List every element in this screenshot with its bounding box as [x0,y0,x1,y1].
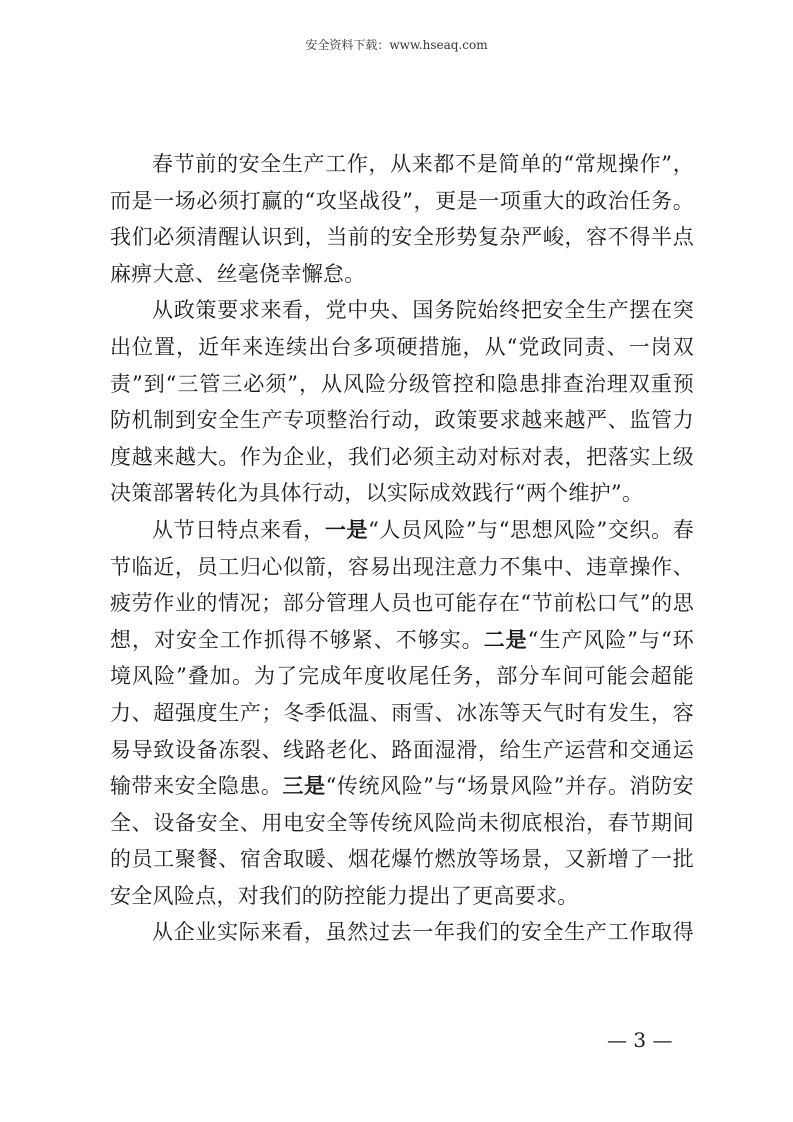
paragraph-3-intro: 从节日特点来看， [152,517,325,542]
point-two-label: 二是 [483,626,528,652]
page-header: 安全资料下载：www.hseaq.com [305,38,488,52]
page-number: — 3 — [607,1028,673,1052]
paragraph-2: 从政策要求来看，党中央、国务院始终把安全生产摆在突出位置，近年来连续出台多项硬措施，从“党政同责、一岗双责”到“三管三必须”，从风险分级管控和隐患排查治理双重预防机制到安全生产专项整治行动，政策要求越来越严、监管力度越来越大。作为企业，我们必须主动对标对表，把落实上级决策部署转化为具体行动，以实际成效践行“两个维护”。 [110,298,694,506]
point-two-text: “生产风险”与“环境风险”叠加。为了完成年度收尾任务，部分车间可能会超能力、超强度生产；冬季低温、雨雪、冰冻等天气时有发生，容易导致设备冻裂、线路老化、路面湿滑，给生产运营和交通运输带来安全隐患。 [110,627,694,799]
document-body [110,146,694,951]
paragraph-3 [110,512,694,915]
point-one-text: “人员风险”与“思想风险”交织。春节临近，员工归心似箭，容易出现注意力不集中、违章操作、疲劳作业的情况；部分管理人员也可能存在“节前松口气”的思想，对安全工作抓得不够紧、不够实。 [110,517,694,652]
point-three-label: 三是 [282,773,326,799]
paragraph-4: 从企业实际来看，虽然过去一年我们的安全生产工作取得 [152,920,694,945]
point-three-text: “传统风险”与“场景风险”并存。消防安全、设备安全、用电安全等传统风险尚未彻底根治，春节期间的员工聚餐、宿舍取暖、烟花爆竹燃放等场景，又新增了一批安全风险点，对我们的防控能力提出了更高要求。 [110,774,694,908]
paragraph-1: 春节前的安全生产工作，从来都不是简单的“常规操作”，而是一场必须打赢的“攻坚战役”，更是一项重大的政治任务。我们必须清醒认识到，当前的安全形势复杂严峻，容不得半点麻痹大意、丝毫侥幸懈怠。 [110,152,694,286]
point-one-label: 一是 [324,516,369,542]
